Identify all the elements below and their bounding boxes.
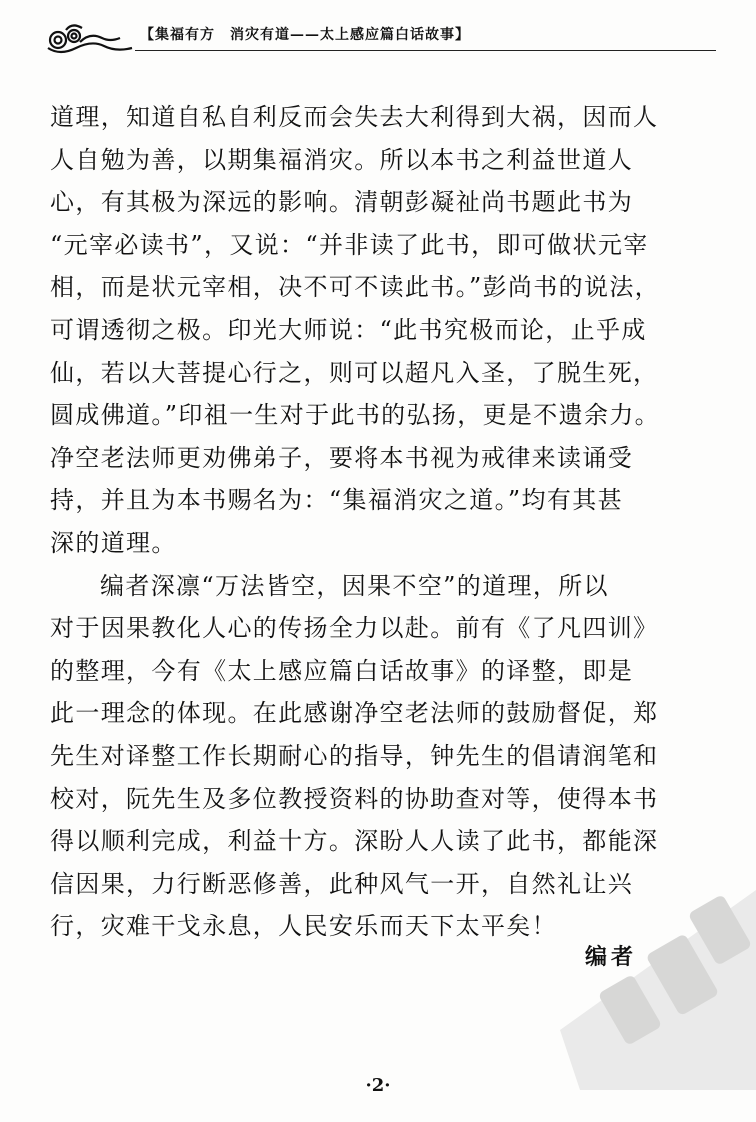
text-line: 先生对译整工作长期耐心的指导，钟先生的倡请润笔和 [50, 741, 659, 770]
body-text [50, 96, 710, 948]
text-line: 对于因果教化人心的传扬全力以赴。前有《了凡四训》 [50, 614, 659, 643]
text-line: 相，而是状元宰相，决不可不读此书。”彭尚书的说法， [50, 273, 661, 302]
author-signature: 编者 [585, 944, 638, 970]
text-line: 的整理，今有《太上感应篇白话故事》的译整，即是 [50, 656, 634, 685]
text-line: 校对，阮先生及多位教授资料的协助查对等，使得本书 [50, 784, 659, 813]
text-line: 此一理念的体现。在此感谢净空老法师的鼓励督促，郑 [50, 699, 659, 728]
text-line: 道理，知道自私自利反而会失去大利得到大祸，因而人 [50, 103, 659, 131]
text-line: 得以顺利完成，利益十方。深盼人人读了此书，都能深 [50, 827, 659, 856]
running-header-title: 【集福有方 消灾有道——太上感应篇白话故事】 [140, 27, 470, 43]
text-line: 人自勉为善，以期集福消灾。所以本书之利益世道人 [50, 145, 634, 174]
text-line: 行，灾难干戈永息，人民安乐而天下太平矣！ [50, 912, 557, 941]
text-line: 仙，若以大菩提心行之，则可以超凡入圣，了脱生死， [50, 358, 659, 387]
text-line: 持，并且为本书赐名为：“集福消灾之道。”均有其甚 [50, 486, 623, 515]
cloud-scroll-ornament-icon [40, 18, 140, 58]
text-line: 圆成佛道。”印祖一生对于此书的弘扬，更是不遗余力。 [50, 401, 661, 430]
running-header [40, 18, 716, 58]
text-line: 可谓透彻之极。印光大师说：“此书究极而论，止乎成 [50, 315, 647, 344]
text-line: 信因果，力行断恶修善，此种风气一开，自然礼让兴 [50, 869, 634, 898]
text-line: 净空老法师更劝佛弟子，要将本书视为戒律来读诵受 [50, 443, 634, 472]
text-line: “元宰必读书”，又说：“并非读了此书，即可做状元宰 [50, 230, 649, 259]
header-rule [135, 50, 716, 51]
text-line: 心，有其极为深远的影响。清朝彭凝祉尚书题此书为 [50, 188, 634, 217]
page-number: ·2· [365, 1075, 391, 1096]
text-line: 深的道理。 [50, 528, 177, 557]
text-line: 编者深凛“万法皆空，因果不空”的道理，所以 [100, 571, 609, 600]
